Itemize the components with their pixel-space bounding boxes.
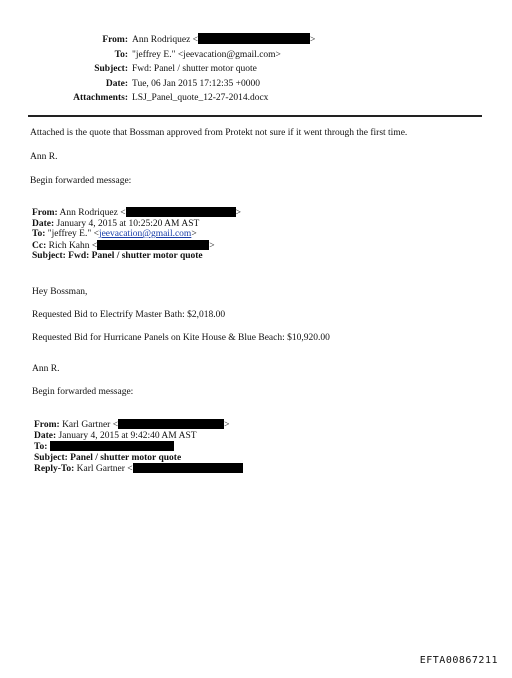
fwd2-subject-row [34,453,243,464]
message-begin-forwarded: Begin forwarded message: [32,387,134,397]
message-bid-hurricane: Requested Bid for Hurricane Panels on Kite House & Blue Beach: $10,920.00 [32,333,330,343]
fwd1-subject-value: Fwd: Panel / shutter motor quote [68,251,203,261]
header-subject-label: Subject: [94,64,128,75]
redaction-bar [198,33,310,44]
fwd2-to-label: To: [34,442,48,452]
header-divider [28,115,482,117]
redaction-bar [133,463,243,473]
fwd1-cc-row [32,240,241,252]
fwd1-from-label: From: [32,208,58,218]
message-greeting: Hey Bossman, [32,287,88,297]
body-attached-note: Attached is the quote that Bossman approved from Protekt not sure if it went through the first time. [30,128,408,138]
fwd2-from-row [34,419,243,431]
body-signature: Ann R. [30,152,58,162]
fwd1-subject-label: Subject: [32,251,66,261]
fwd1-from-value: Ann Rodriquez < [59,208,126,218]
fwd2-date-value: January 4, 2015 at 9:42:40 AM AST [58,430,197,441]
fwd1-date-value: January 4, 2015 at 10:25:20 AM AST [56,218,200,229]
fwd2-from-close: > [224,420,230,430]
fwd1-from-close: > [235,208,241,218]
fwd1-cc-close: > [209,240,215,251]
header-to-label: To: [114,49,128,60]
fwd1-to-close: > [191,229,197,239]
fwd1-to-label: To: [32,229,46,239]
fwd2-from-value: Karl Gartner < [62,420,119,430]
header-attachments-row [30,91,490,106]
forwarded-header-2 [34,419,243,475]
fwd1-subject-row [32,251,241,262]
header-attachments-value: LSJ_Panel_quote_12-27-2014.docx [132,93,269,104]
fwd2-from-label: From: [34,420,60,430]
header-subject-row [30,62,490,77]
fwd1-date-label: Date: [32,218,55,229]
fwd2-to-row [34,441,243,453]
email-header [30,33,490,106]
fwd2-subject-value: Panel / shutter motor quote [70,452,182,463]
header-date-value: Tue, 06 Jan 2015 17:12:35 +0000 [132,78,260,89]
header-attachments-label: Attachments: [73,93,128,104]
fwd1-to-row [32,229,241,240]
fwd2-date-row [34,431,243,442]
header-from-value [132,33,315,48]
message-bid-electrify: Requested Bid to Electrify Master Bath: $2,018.00 [32,310,226,320]
header-to-value: "jeffrey E." <jeevacation@gmail.com> [132,49,281,60]
redaction-bar [97,240,209,250]
forwarded-header-1 [32,207,241,262]
header-date-row [30,77,490,92]
body-begin-forwarded: Begin forwarded message: [30,176,132,186]
redaction-bar [50,441,174,451]
fwd1-from-row [32,207,241,219]
header-from-name: Ann Rodriquez < [132,35,199,45]
header-from-row [30,33,490,48]
document-id-stamp: EFTA00867211 [419,655,498,666]
fwd1-date-row [32,219,241,230]
fwd1-cc-label: Cc: [32,240,47,251]
redaction-bar [118,419,224,429]
fwd2-reply-row [34,463,243,475]
header-date-label: Date: [105,78,128,89]
fwd2-reply-label: Reply-To: [34,464,75,474]
header-subject-value: Fwd: Panel / shutter motor quote [132,64,257,75]
fwd1-to-email-link[interactable]: jeevacation@gmail.com [98,229,192,239]
message-signature: Ann R. [32,364,60,374]
redaction-bar [126,207,236,217]
header-from-label: From: [102,35,128,45]
header-from-close: > [310,35,316,45]
fwd1-cc-value: Rich Kahn < [48,240,98,251]
fwd1-to-value: "jeffrey E." < [47,229,99,239]
header-to-row [30,48,490,63]
fwd2-date-label: Date: [34,430,57,441]
fwd2-reply-value: Karl Gartner < [76,464,133,474]
fwd2-subject-label: Subject: [34,452,68,463]
